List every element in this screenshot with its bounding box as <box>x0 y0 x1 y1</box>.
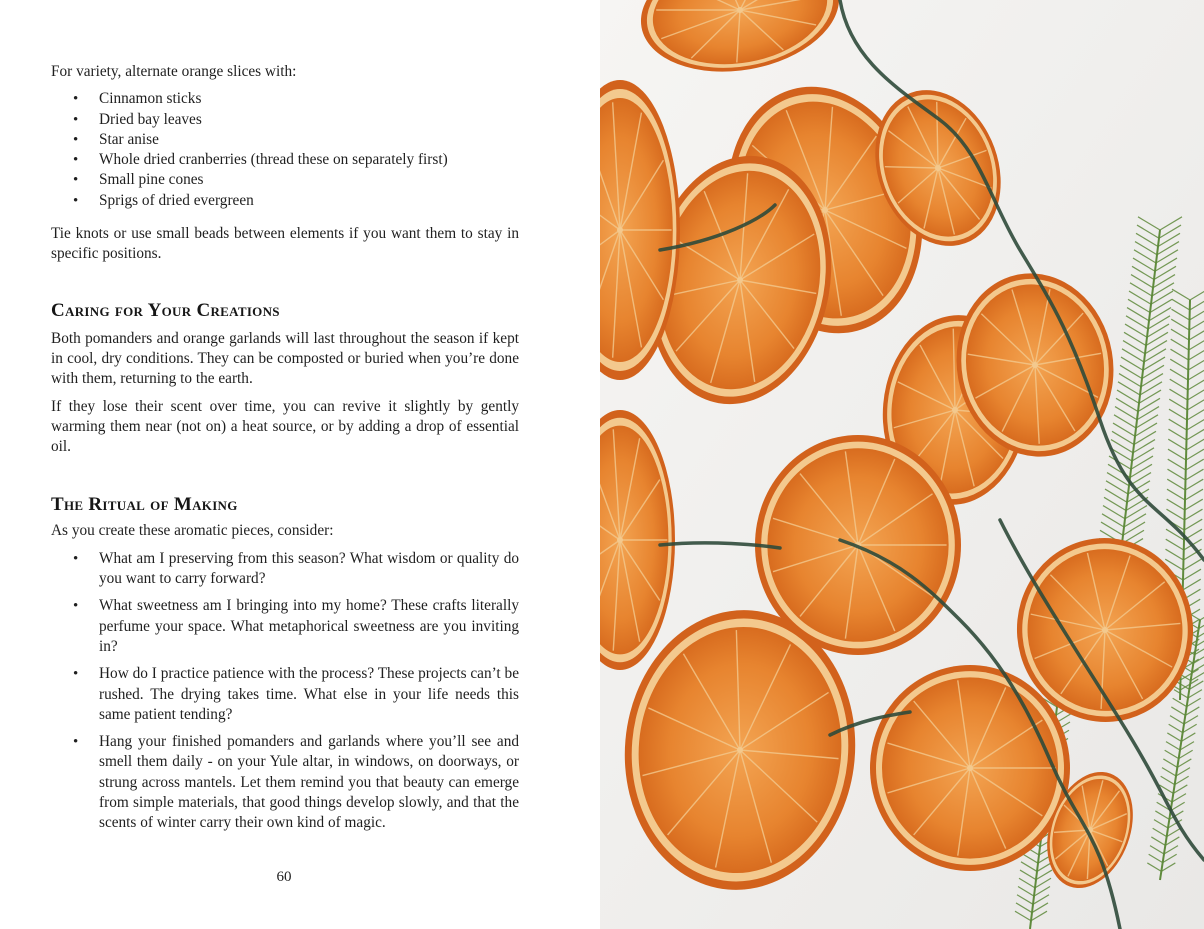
list-item: • Hang your finished pomanders and garlands where you’ll see and smell them daily - on your Yule altar, in windows, on doorways, or strung across mantels. Let them remind you that beauty can emerge from simple materials, that good things develop slowly, and that the scents of winter carry their own kind of magic. <box>51 732 519 833</box>
list-item: • What am I preserving from this season? What wisdom or quality do you want to carry forward? <box>51 549 519 590</box>
list-item: • Whole dried cranberries (thread these on separately first) <box>51 150 519 170</box>
list-item: • Dried bay leaves <box>51 110 519 130</box>
photo-illustration <box>600 0 1204 929</box>
list-item: • Cinnamon sticks <box>51 89 519 109</box>
slice-center <box>617 537 623 543</box>
ritual-intro: As you create these aromatic pieces, consider: <box>51 522 334 540</box>
caring-paragraph: Both pomanders and orange garlands will last throughout the season if kept in cool, dry conditions. They can be composted or buried when you’re done with them, returning to the earth. <box>51 329 519 388</box>
dried-orange-garland-photo <box>600 0 1204 929</box>
variety-list <box>51 89 519 211</box>
list-item: • Star anise <box>51 130 519 150</box>
caring-paragraph: If they lose their scent over time, you can revive it slightly by gently warming them near (not on) a heat source, or by adding a drop of essential oil. <box>51 397 519 456</box>
page-number: 60 <box>276 869 292 885</box>
slice-center <box>967 765 973 771</box>
caring-heading: Caring for Your Creations <box>51 299 280 321</box>
list-item: • Small pine cones <box>51 170 519 190</box>
variety-intro: For variety, alternate orange slices with: <box>51 63 297 80</box>
left-page <box>0 0 600 929</box>
ritual-heading: The Ritual of Making <box>51 494 238 516</box>
list-item: • How do I practice patience with the process? These projects can’t be rushed. The drying takes time. What else in your life needs this same patient tending? <box>51 664 519 725</box>
slice-center <box>617 227 623 233</box>
list-item: • What sweetness am I bringing into my home? These crafts literally perfume your space. What metaphorical sweetness are you inviting in? <box>51 596 519 657</box>
orange-slice <box>870 665 1070 871</box>
tie-note: Tie knots or use small beads between elements if you want them to stay in specific positions. <box>51 225 519 263</box>
list-item: • Sprigs of dried evergreen <box>51 191 519 211</box>
text-column <box>51 62 519 841</box>
ritual-list <box>51 549 519 834</box>
